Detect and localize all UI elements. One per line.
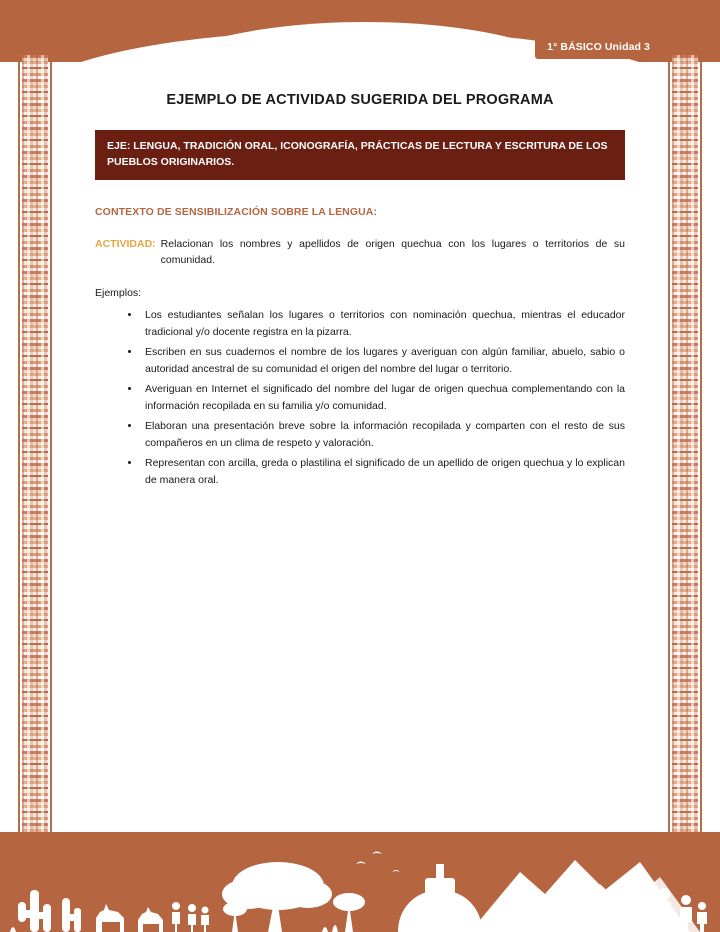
list-item: • Los estudiantes señalan los lugares o territorios con nominación quechua, mientras el educador tradicional y/o docente registra en la pizarra. xyxy=(141,307,625,341)
list-item: • Elaboran una presentación breve sobre la información recopilada y comparten con el resto de sus compañeros en un clima de respeto y valoración. xyxy=(141,418,625,452)
bottom-landscape-band xyxy=(0,832,720,932)
unit-badge: 1° BÁSICO Unidad 3 xyxy=(535,36,662,59)
list-item: • Escriben en sus cuadernos el nombre de los lugares y averiguan con algún familiar, abuelo, sabio o autoridad ancestral de su comunidad el origen del nombre del lugar o territorio. xyxy=(141,344,625,378)
activity-text: Relacionan los nombres y apellidos de origen quechua con los lugares o territorios de su comunidad. xyxy=(160,237,625,267)
border-edge-line xyxy=(668,55,670,855)
section-label: CONTEXTO DE SENSIBILIZACIÓN SOBRE LA LENGUA: xyxy=(95,205,378,218)
border-edge-line xyxy=(50,55,52,855)
list-item: • Averiguan en Internet el significado del nombre del lugar de origen quechua complementando con la información recopilada en su familia y/o comunidad. xyxy=(141,381,625,415)
activity-label: ACTIVIDAD: xyxy=(95,237,156,250)
left-textile-border xyxy=(22,55,48,855)
band-arc-shape-inner xyxy=(150,22,580,62)
border-edge-line xyxy=(18,55,20,855)
document-content xyxy=(95,78,625,492)
examples-label: Ejemplos: xyxy=(95,287,142,300)
eje-banner: EJE: LENGUA, TRADICIÓN ORAL, ICONOGRAFÍA, PRÁCTICAS DE LECTURA Y ESCRITURA DE LOS PUEBLOS ORIGINARIOS. xyxy=(95,130,625,180)
page-title: EJEMPLO DE ACTIVIDAD SUGERIDA DEL PROGRAMA xyxy=(166,92,554,108)
list-item: • Representan con arcilla, greda o plastilina el significado de un apellido de origen quechua y lo explican de manera oral. xyxy=(141,455,625,489)
right-textile-border xyxy=(672,55,698,855)
andean-landscape-silhouette-icon xyxy=(0,832,720,932)
examples-list xyxy=(95,307,625,489)
activity-block xyxy=(95,236,625,270)
border-edge-line xyxy=(700,55,702,855)
